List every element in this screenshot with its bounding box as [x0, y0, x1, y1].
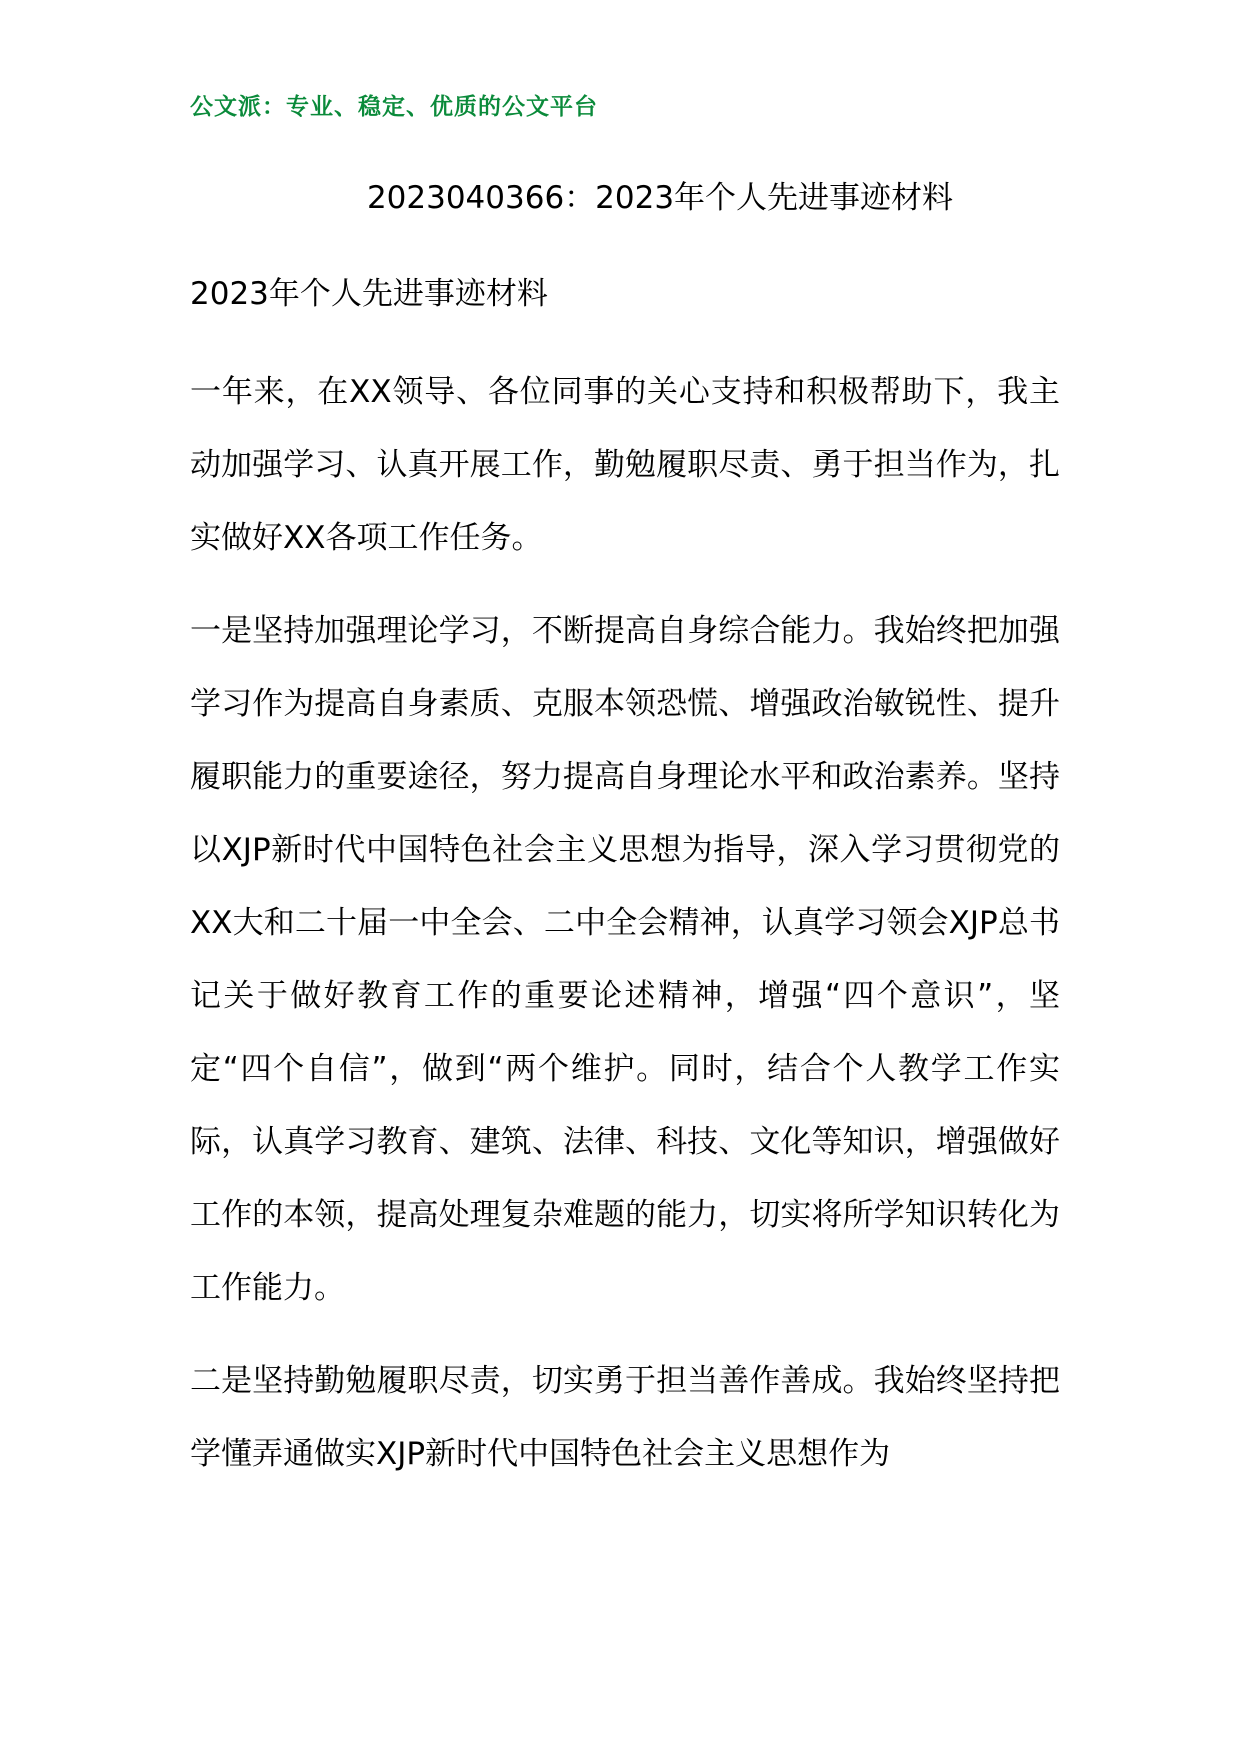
paragraph-theory-study: 一是坚持加强理论学习，不断提高自身综合能力。我始终把加强学习作为提高自身素质、克服本领恐慌、增强政治敏锐性、提升履职能力的重要途径，努力提高自身理论水平和政治素养。坚持以XJP新时代中国特色社会主义思想为指导，深入学习贯彻党的XX大和二十届一中全会、二中全会精神，认真学习领会XJP总书记关于做好教育工作的重要论述精神，增强“四个意识”，坚定“四个自信”，做到“两个维护。同时，结合个人教学工作实际，认真学习教育、建筑、法律、科技、文化等知识，增强做好工作的本领，提高处理复杂难题的能力，切实将所学知识转化为工作能力。: [190, 613, 1060, 1306]
document-body: [190, 356, 1060, 1511]
document-title: 2023040366：2023年个人先进事迹材料: [366, 180, 954, 216]
paragraph-intro: 一年来，在XX领导、各位同事的关心支持和积极帮助下，我主动加强学习、认真开展工作，勤勉履职尽责、勇于担当作为，扎实做好XX各项工作任务。: [190, 374, 1060, 556]
site-banner: 公文派：专业、稳定、优质的公文平台: [190, 94, 598, 120]
paragraph-duty: 二是坚持勤勉履职尽责，切实勇于担当善作善成。我始终坚持把学懂弄通做实XJP新时代中国特色社会主义思想作为: [190, 1363, 1060, 1472]
document-subtitle: 2023年个人先进事迹材料: [190, 276, 548, 312]
